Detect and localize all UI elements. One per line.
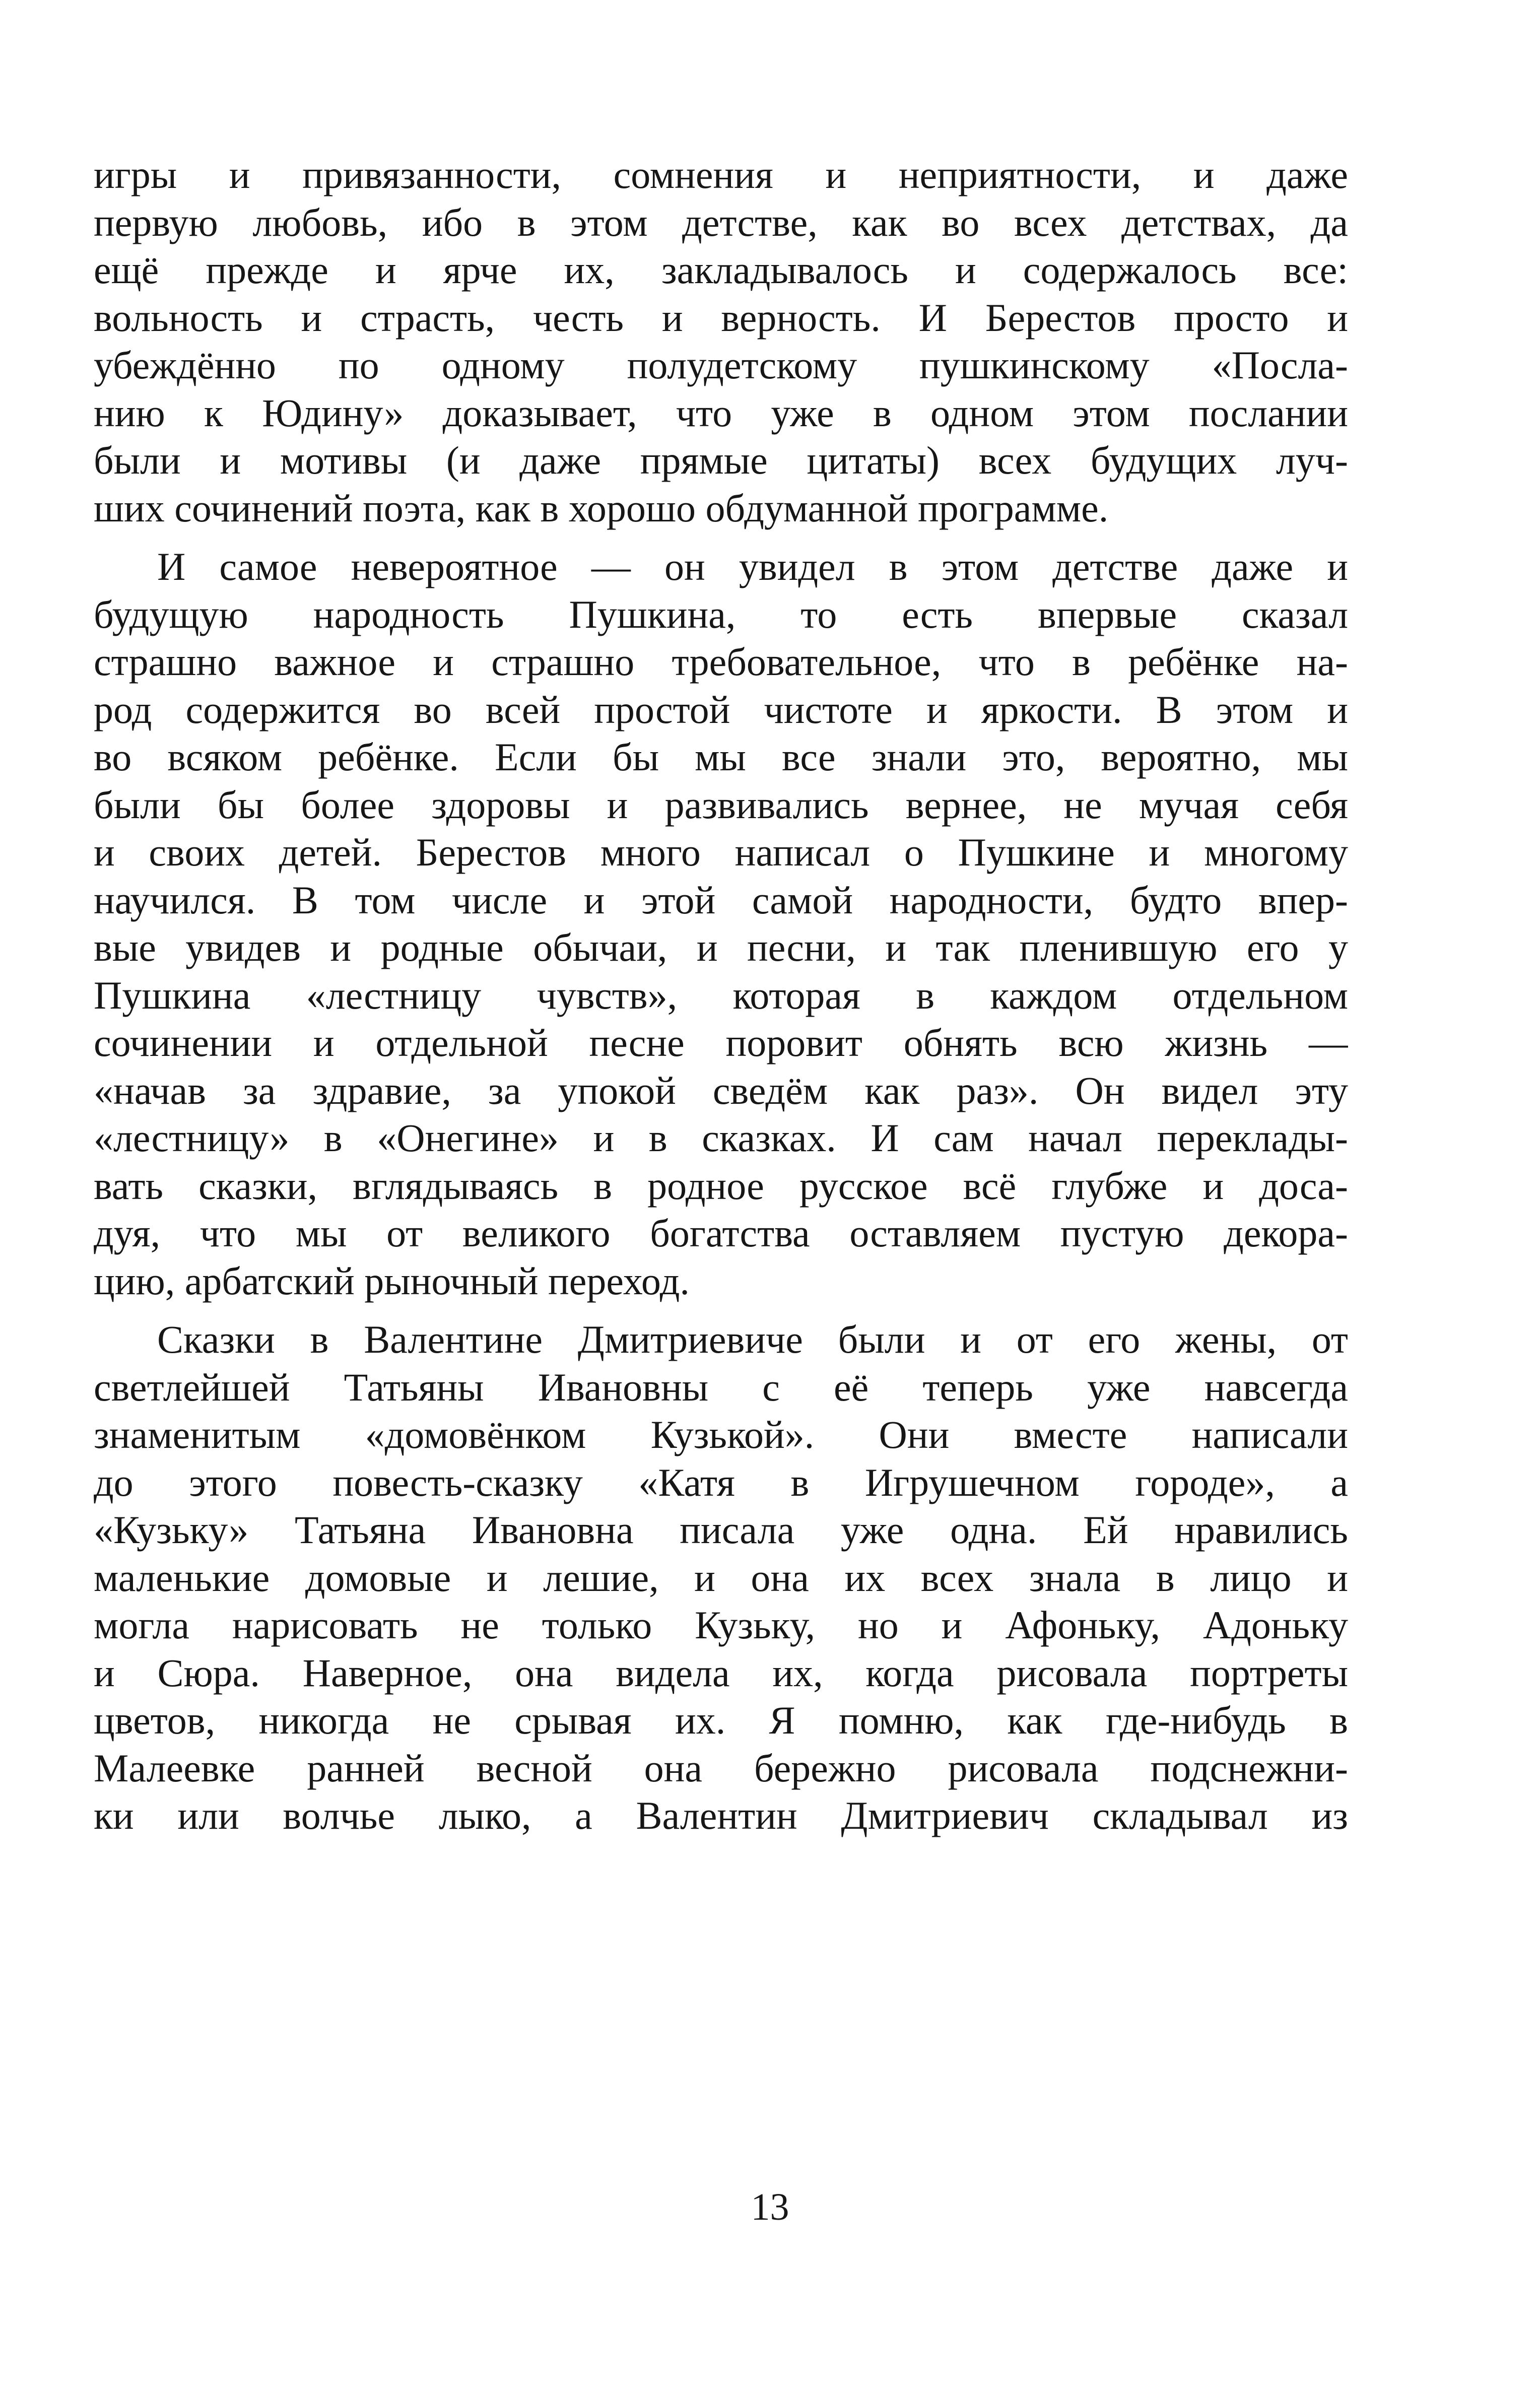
text-line: нию к Юдину» доказывает, что уже в одном этом послании (94, 390, 1348, 435)
text-line: род содержится во всей простой чистоте и яркости. В этом и (94, 687, 1348, 732)
text-line: и своих детей. Берестов много написал о Пушкине и многому (94, 830, 1348, 874)
text-line: ещё прежде и ярче их, закладывалось и содержалось все: (94, 248, 1348, 292)
text-line: до этого повесть-сказку «Катя в Игрушечном городе», а (94, 1460, 1348, 1504)
text-line: страшно важное и страшно требовательное, что в ребёнке на- (94, 640, 1348, 684)
text-line: ших сочинений поэта, как в хорошо обдуманной программе. (94, 486, 1109, 530)
text-line: первую любовь, ибо в этом детстве, как во всех детствах, да (94, 200, 1348, 244)
text-line: игры и привязанности, сомнения и неприятности, и даже (94, 153, 1348, 196)
text-line: цветов, никогда не срывая их. Я помню, как где-нибудь в (94, 1698, 1348, 1742)
page-number: 13 (751, 2186, 789, 2228)
text-line: могла нарисовать не только Кузьку, но и Афоньку, Адоньку (94, 1603, 1348, 1647)
text-line: вать сказки, вглядываясь в родное русское всё глубже и доса- (94, 1163, 1348, 1208)
text-line: Сказки в Валентине Дмитриевиче были и от его жены, от (157, 1317, 1348, 1361)
text-line: научился. В том числе и этой самой народности, будто впер- (94, 878, 1348, 922)
text-line: вольность и страсть, честь и верность. И Берестов просто и (94, 295, 1348, 340)
text-line: «Кузьку» Татьяна Ивановна писала уже одна. Ей нравились (94, 1508, 1348, 1552)
text-line: вые увидев и родные обычаи, и песни, и так пленившую его у (94, 925, 1348, 969)
text-line: сочинении и отдельной песне поровит обнять всю жизнь — (94, 1021, 1348, 1065)
text-line: маленькие домовые и лешие, и она их всех знала в лицо и (94, 1555, 1348, 1600)
text-line: светлейшей Татьяны Ивановны с её теперь уже навсегда (94, 1365, 1348, 1409)
text-line: Пушкина «лестницу чувств», которая в каждом отдельном (94, 973, 1348, 1017)
paragraph-gap (94, 532, 1348, 543)
text-line: цию, арбатский рыночный переход. (94, 1258, 690, 1303)
text-line: дуя, что мы от великого богатства оставляем пустую декора- (94, 1211, 1348, 1255)
paragraph-gap (94, 1305, 1348, 1316)
text-line: знаменитым «домовёнком Кузькой». Они вместе написали (94, 1413, 1348, 1456)
text-line: «лестницу» в «Онегине» и в сказках. И сам начал переклады- (94, 1116, 1348, 1160)
paragraph (94, 151, 1348, 532)
text-line: «начав за здравие, за упокой сведём как раз». Он видел эту (94, 1068, 1348, 1112)
text-line: и Сюра. Наверное, она видела их, когда рисовала портреты (94, 1650, 1348, 1695)
text-line: И самое невероятное — он увидел в этом детстве даже и (157, 545, 1348, 588)
body-text (94, 151, 1348, 1840)
text-line: ки или волчье лыко, а Валентин Дмитриевич складывал из (94, 1793, 1348, 1837)
text-line: были и мотивы (и даже прямые цитаты) всех будущих луч- (94, 438, 1348, 482)
text-line: были бы более здоровы и развивались вернее, не мучая себя (94, 782, 1348, 827)
text-line: Малеевке ранней весной она бережно рисовала подснежни- (94, 1746, 1348, 1790)
text-line: во всяком ребёнке. Если бы мы все знали это, вероятно, мы (94, 735, 1348, 779)
text-line: будущую народность Пушкина, то есть впервые сказал (94, 592, 1348, 636)
paragraph (94, 1316, 1348, 1840)
paragraph (94, 543, 1348, 1305)
text-line: убеждённо по одному полудетскому пушкинскому «Посла- (94, 343, 1348, 387)
